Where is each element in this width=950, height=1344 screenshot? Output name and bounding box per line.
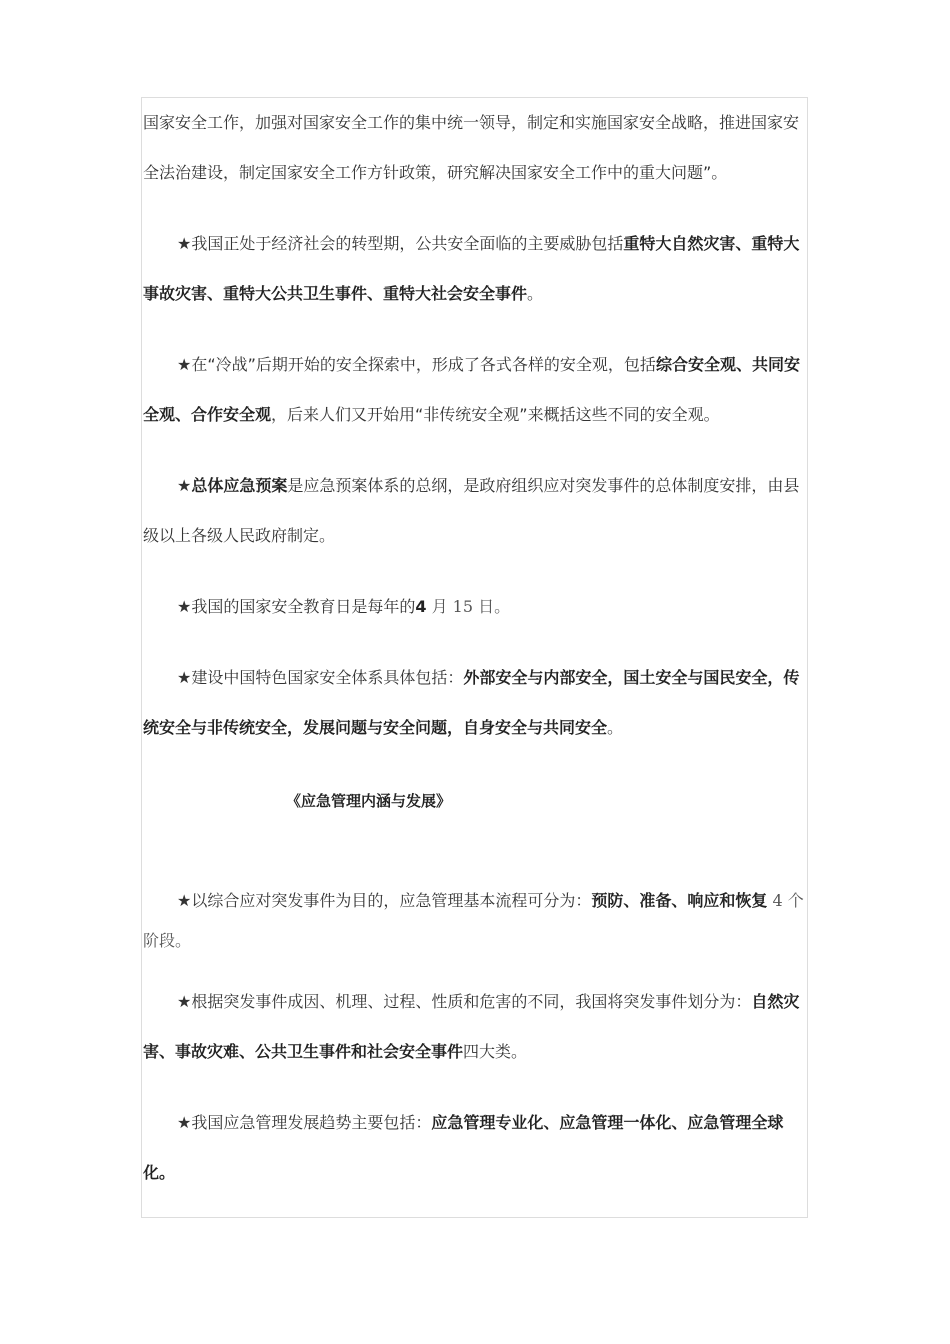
paragraph-emphasis: 自然灾害、事故灾难、公共卫生事件和社会安全事件 — [143, 992, 800, 1061]
paragraph-public-security-threats — [143, 219, 813, 319]
section-heading: 《应急管理内涵与发展》 — [286, 792, 452, 810]
paragraph-text: 四大类。 — [463, 1042, 528, 1061]
paragraph-education-day — [143, 582, 813, 632]
paragraph-emphasis: 重特大自然灾害、重特大事故灾害、重特大公共卫生事件、重特大社会安全事件 — [143, 234, 800, 303]
paragraph-emphasis: 综合安全观、共同安全观、合作安全观 — [143, 355, 800, 424]
paragraph-gap — [143, 961, 813, 977]
paragraph-text: 4 个阶段。 — [143, 891, 804, 950]
paragraph-emergency-process — [143, 881, 813, 961]
paragraph-emphasis: 外部安全与内部安全，国土安全与国民安全，传统安全与非传统安全，发展问题与安全问题，自身安全与共同安全 — [143, 668, 800, 737]
paragraph-text: 。 — [607, 718, 624, 737]
paragraph-emphasis: 总体应急预案 — [191, 476, 288, 495]
paragraph-text: ★以综合应对突发事件为目的，应急管理基本流程可分为： — [177, 891, 592, 910]
paragraph-text: ★根据突发事件成因、机理、过程、性质和危害的不同，我国将突发事件划分为： — [177, 992, 752, 1011]
paragraph-gap — [143, 319, 813, 340]
paragraph-development-trends — [143, 1098, 813, 1198]
paragraph-text: ★在“冷战”后期开始的安全探索中，形成了各式各样的安全观，包括 — [177, 355, 656, 374]
paragraph-overall-emergency-plan — [143, 461, 813, 561]
paragraph-text: ★我国正处于经济社会的转型期，公共安全面临的主要威胁包括 — [177, 234, 624, 253]
paragraph-text: ★我国的国家安全教育日是每年的 — [177, 597, 416, 616]
paragraph-text: ★我国应急管理发展趋势主要包括： — [177, 1113, 432, 1132]
document-body — [143, 98, 813, 1198]
paragraph-event-categories — [143, 977, 813, 1077]
paragraph-security-system — [143, 653, 813, 753]
paragraph-text: ★ — [177, 476, 192, 495]
paragraph-gap — [143, 1077, 813, 1098]
paragraph-text: 。 — [527, 284, 544, 303]
paragraph-security-concepts — [143, 340, 813, 440]
paragraph-national-security-continued — [143, 98, 813, 198]
paragraph-text: ★建设中国特色国家安全体系具体包括： — [177, 668, 464, 687]
paragraph-text: 月 15 日。 — [426, 597, 511, 616]
paragraph-emphasis: 预防、准备、响应和恢复 — [591, 891, 768, 910]
paragraph-gap — [143, 440, 813, 461]
paragraph-text: 是应急预案体系的总纲，是政府组织应对突发事件的总体制度安排，由县级以上各级人民政府制定。 — [143, 476, 800, 545]
paragraph-gap — [143, 632, 813, 653]
paragraph-gap — [143, 561, 813, 582]
paragraph-text: 国家安全工作，加强对国家安全工作的集中统一领导，制定和实施国家安全战略，推进国家安全法治建设，制定国家安全工作方针政策，研究解决国家安全工作中的重大问题”。 — [143, 113, 800, 182]
paragraph-text: ，后来人们又开始用“非传统安全观”来概括这些不同的安全观。 — [271, 405, 720, 424]
paragraph-emphasis: 应急管理专业化、应急管理一体化、应急管理全球化。 — [143, 1113, 784, 1182]
paragraph-emphasis: 4 — [415, 597, 427, 616]
paragraph-gap — [143, 198, 813, 219]
